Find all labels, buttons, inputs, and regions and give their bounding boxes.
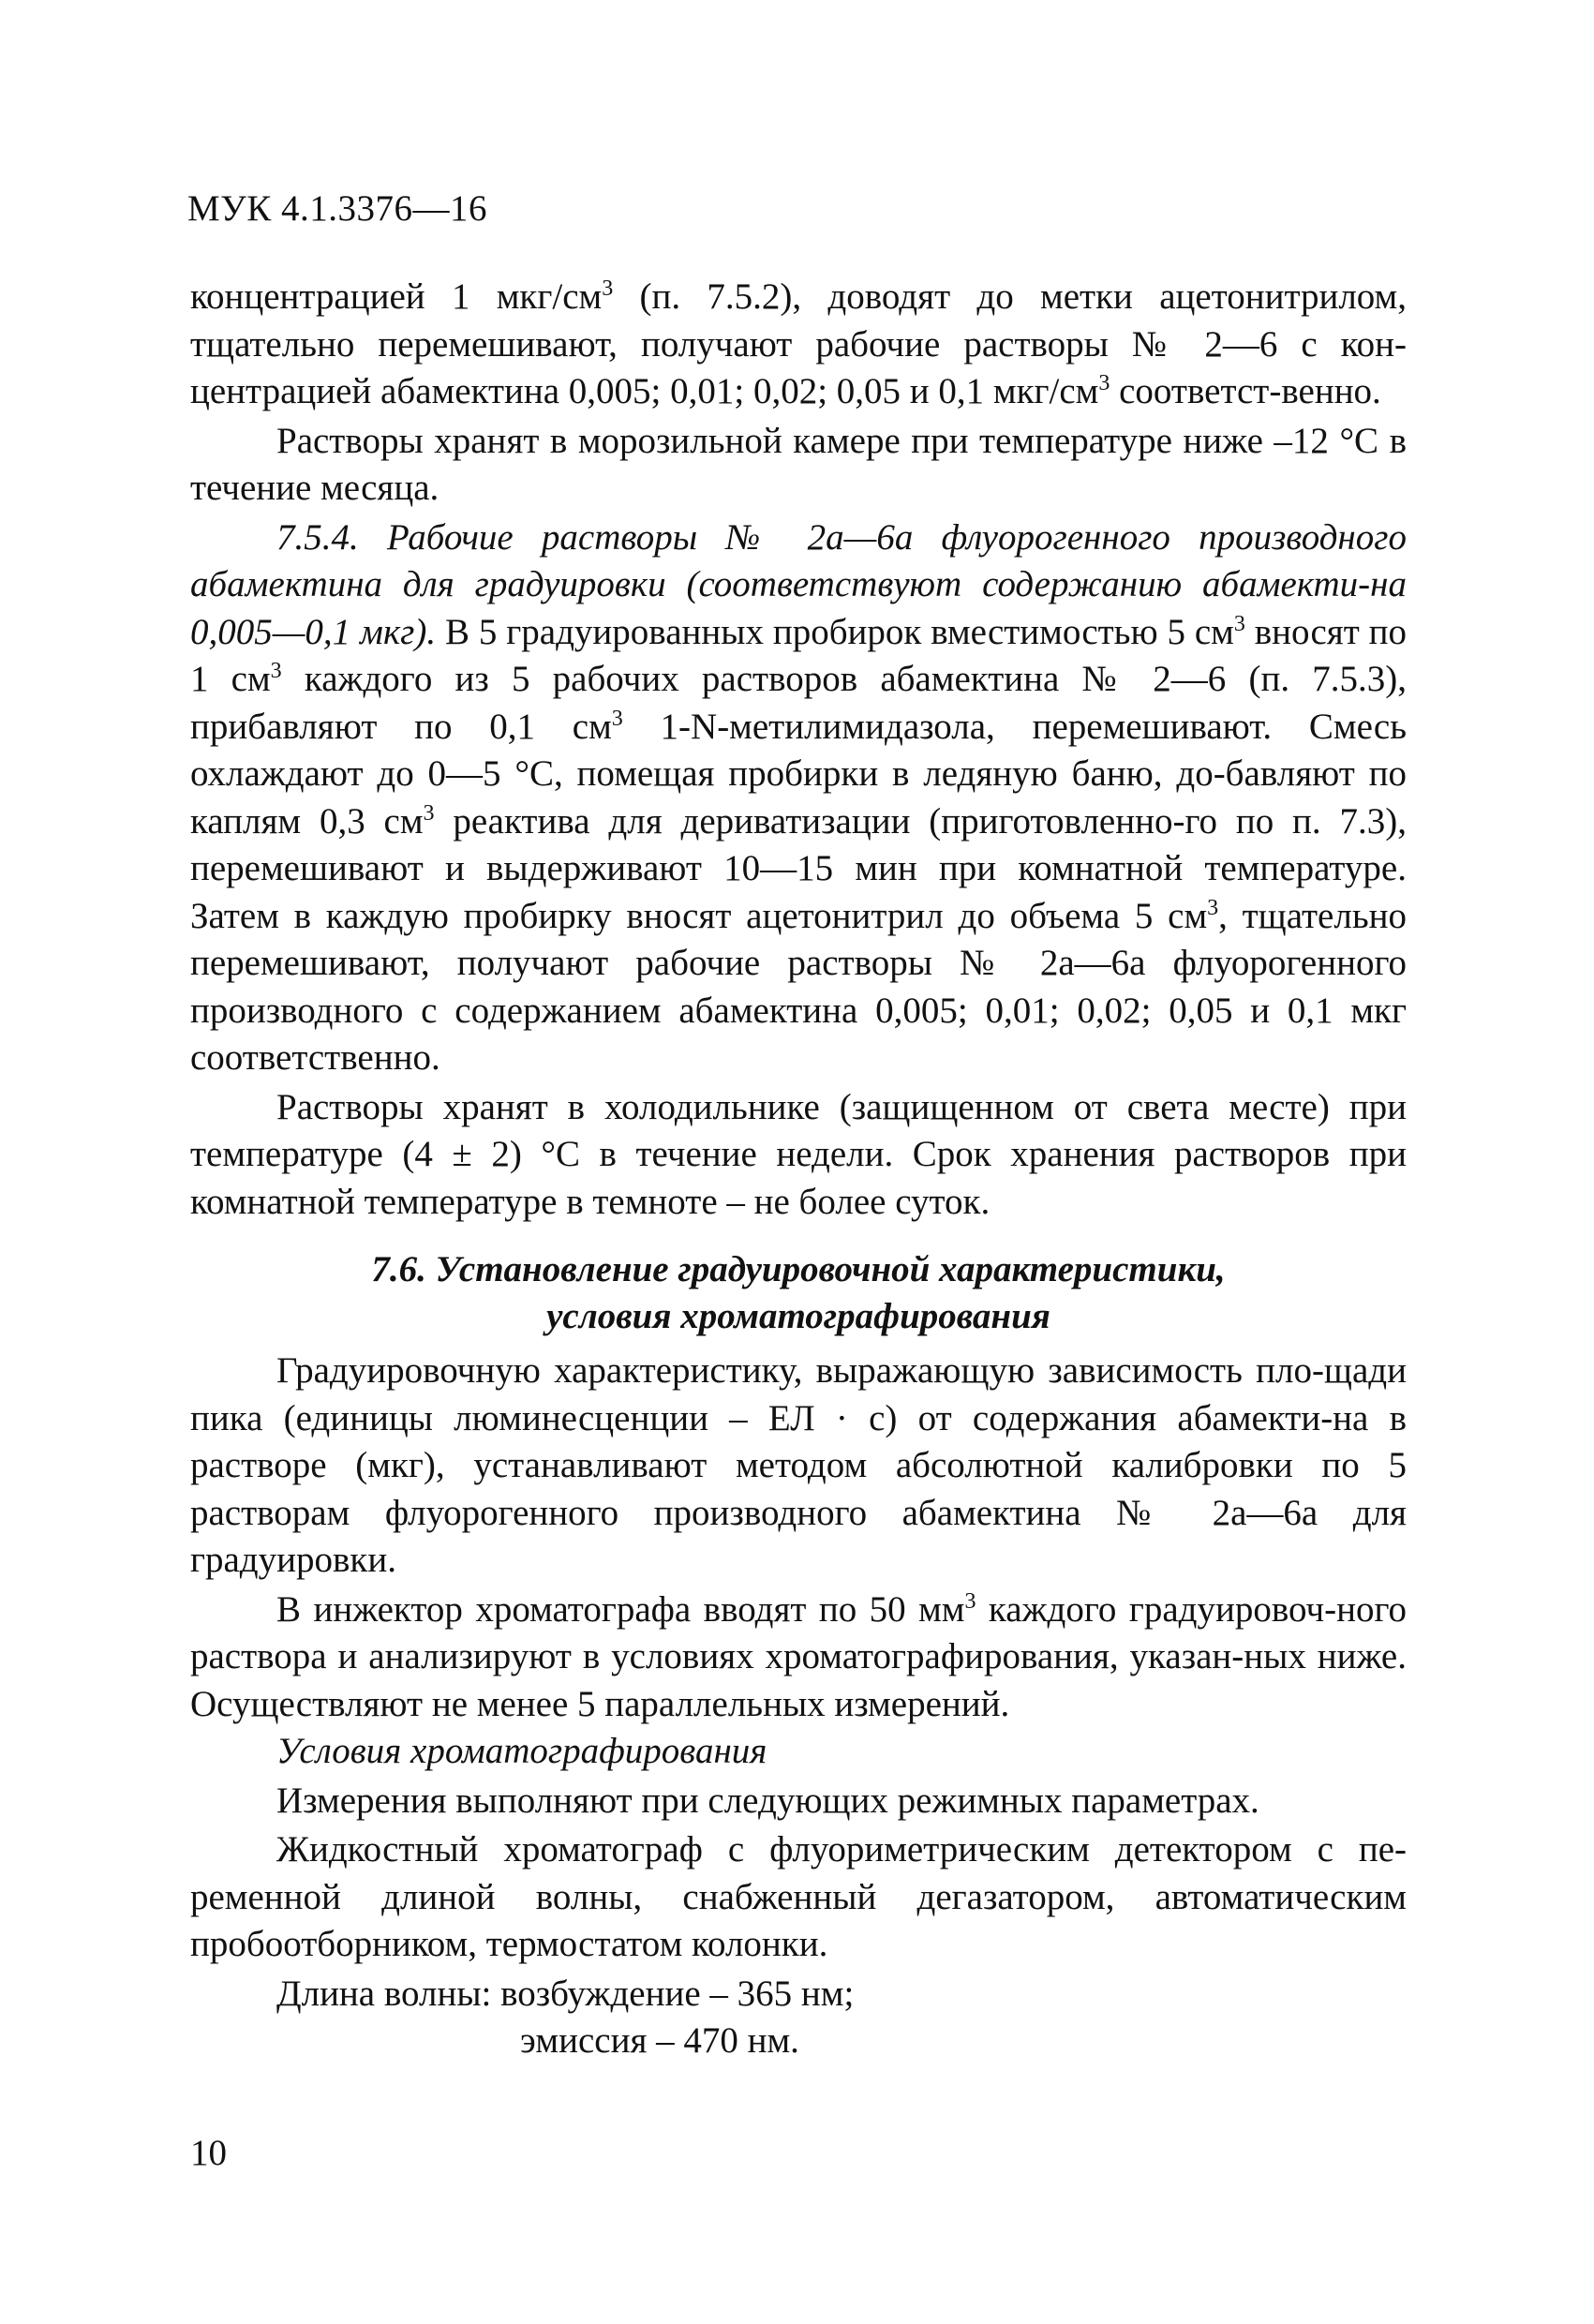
paragraph-wavelength xyxy=(190,1971,1407,2065)
document-code-header: МУК 4.1.3376—16 xyxy=(187,188,488,229)
subheading-chromatography-conditions: Условия хроматографирования xyxy=(276,1731,767,1771)
wavelength-emission: эмиссия – 470 нм. xyxy=(520,2020,799,2061)
paragraph-measurement-modes: Измерения выполняют при следующих режимных параметрах. xyxy=(276,1780,1259,1821)
section-heading-7-6: 7.6. Установление градуировочной характеристики, условия хроматографирования xyxy=(371,1249,1226,1336)
paragraph-injection: В инжектор хроматографа вводят по 50 $мм^3$ каждого градуировоч-ного раствора и анализируют в условиях хроматографирования, указан-ных ниже. Осуществляют не менее 5 параллельных измерений. xyxy=(190,1588,1408,1724)
paragraph-chromatograph: Жидкостный хроматограф с флуориметрическим детектором с пе-ременной длиной волны, снабженный дегазатором, автоматическим пробоотборником, термостатом колонки. xyxy=(190,1829,1407,1964)
paragraph-calibration: Градуировочную характеристику, выражающую зависимость пло-щади пика (единицы люминесценции – ЕЛ · с) от содержания абамекти-на в растворе (мкг), устанавливают методом абсолютной калибровки по 5 растворам флуорогенного производного абамектина № 2а—6а для градуировки. xyxy=(190,1350,1407,1580)
paragraph-7-5-4: 7.5.4. Рабочие растворы № 2а—6а флуорогенного производного абамектина для градуировки (соответствуют содержанию абамекти-на 0,005—0,1 мкг). В 5 градуированных пробирок вместимостью 5 $см^3$ вносят по 1 $см^3$ каждого из 5 рабочих растворов абамектина № 2—6 (п. 7.5.3), прибавляют по 0,1 $см^3$ 1-N-метилимидазола, перемешивают. Смесь охлаждают до 0—5 °С, помещая пробирки в ледяную баню, до-бавляют по каплям 0,3 $см^3$ реактива для дериватизации (приготовленно-го по п. 7.3), перемешивают и выдерживают 10—15 мин при комнатной температуре. Затем в каждую пробирку вносят ацетонитрил до объема 5 $см^3$, тщательно перемешивают, получают рабочие растворы № 2а—6а флуорогенного производного с содержанием абамектина 0,005; 0,01; 0,02; 0,05 и 0,1 мкг соответственно. xyxy=(190,516,1407,1078)
paragraph-storage-freezer: Растворы хранят в морозильной камере при температуре ниже –12 °С в течение месяца. xyxy=(190,420,1407,508)
paragraph-continuation: концентрацией 1 мкг/$см^3$ (п. 7.5.2), доводят до метки ацетонитрилом, тщательно перемешивают, получают рабочие растворы № 2—6 с кон-центрацией абамектина 0,005; 0,01; 0,02; 0,05 и 0,1 мкг/$см^3$ соответст-венно. xyxy=(190,276,1407,411)
wavelength-excitation: Длина волны: возбуждение – 365 нм; xyxy=(276,1973,855,2014)
subsection-heading-7-5-4: 7.5.4. Рабочие растворы № 2а—6а флуорогенного производного абамектина для градуировки (соответствуют содержанию абамекти-на 0,005—0,1 мкг). xyxy=(190,516,1407,652)
paragraph-storage-fridge: Растворы хранят в холодильнике (защищенном от света месте) при температуре (4 ± 2) °С в течение недели. Срок хранения растворов при комнатной температуре в темноте – не более суток. xyxy=(190,1086,1407,1222)
document-body xyxy=(190,274,1407,2065)
page-number: 10 xyxy=(190,2133,227,2173)
